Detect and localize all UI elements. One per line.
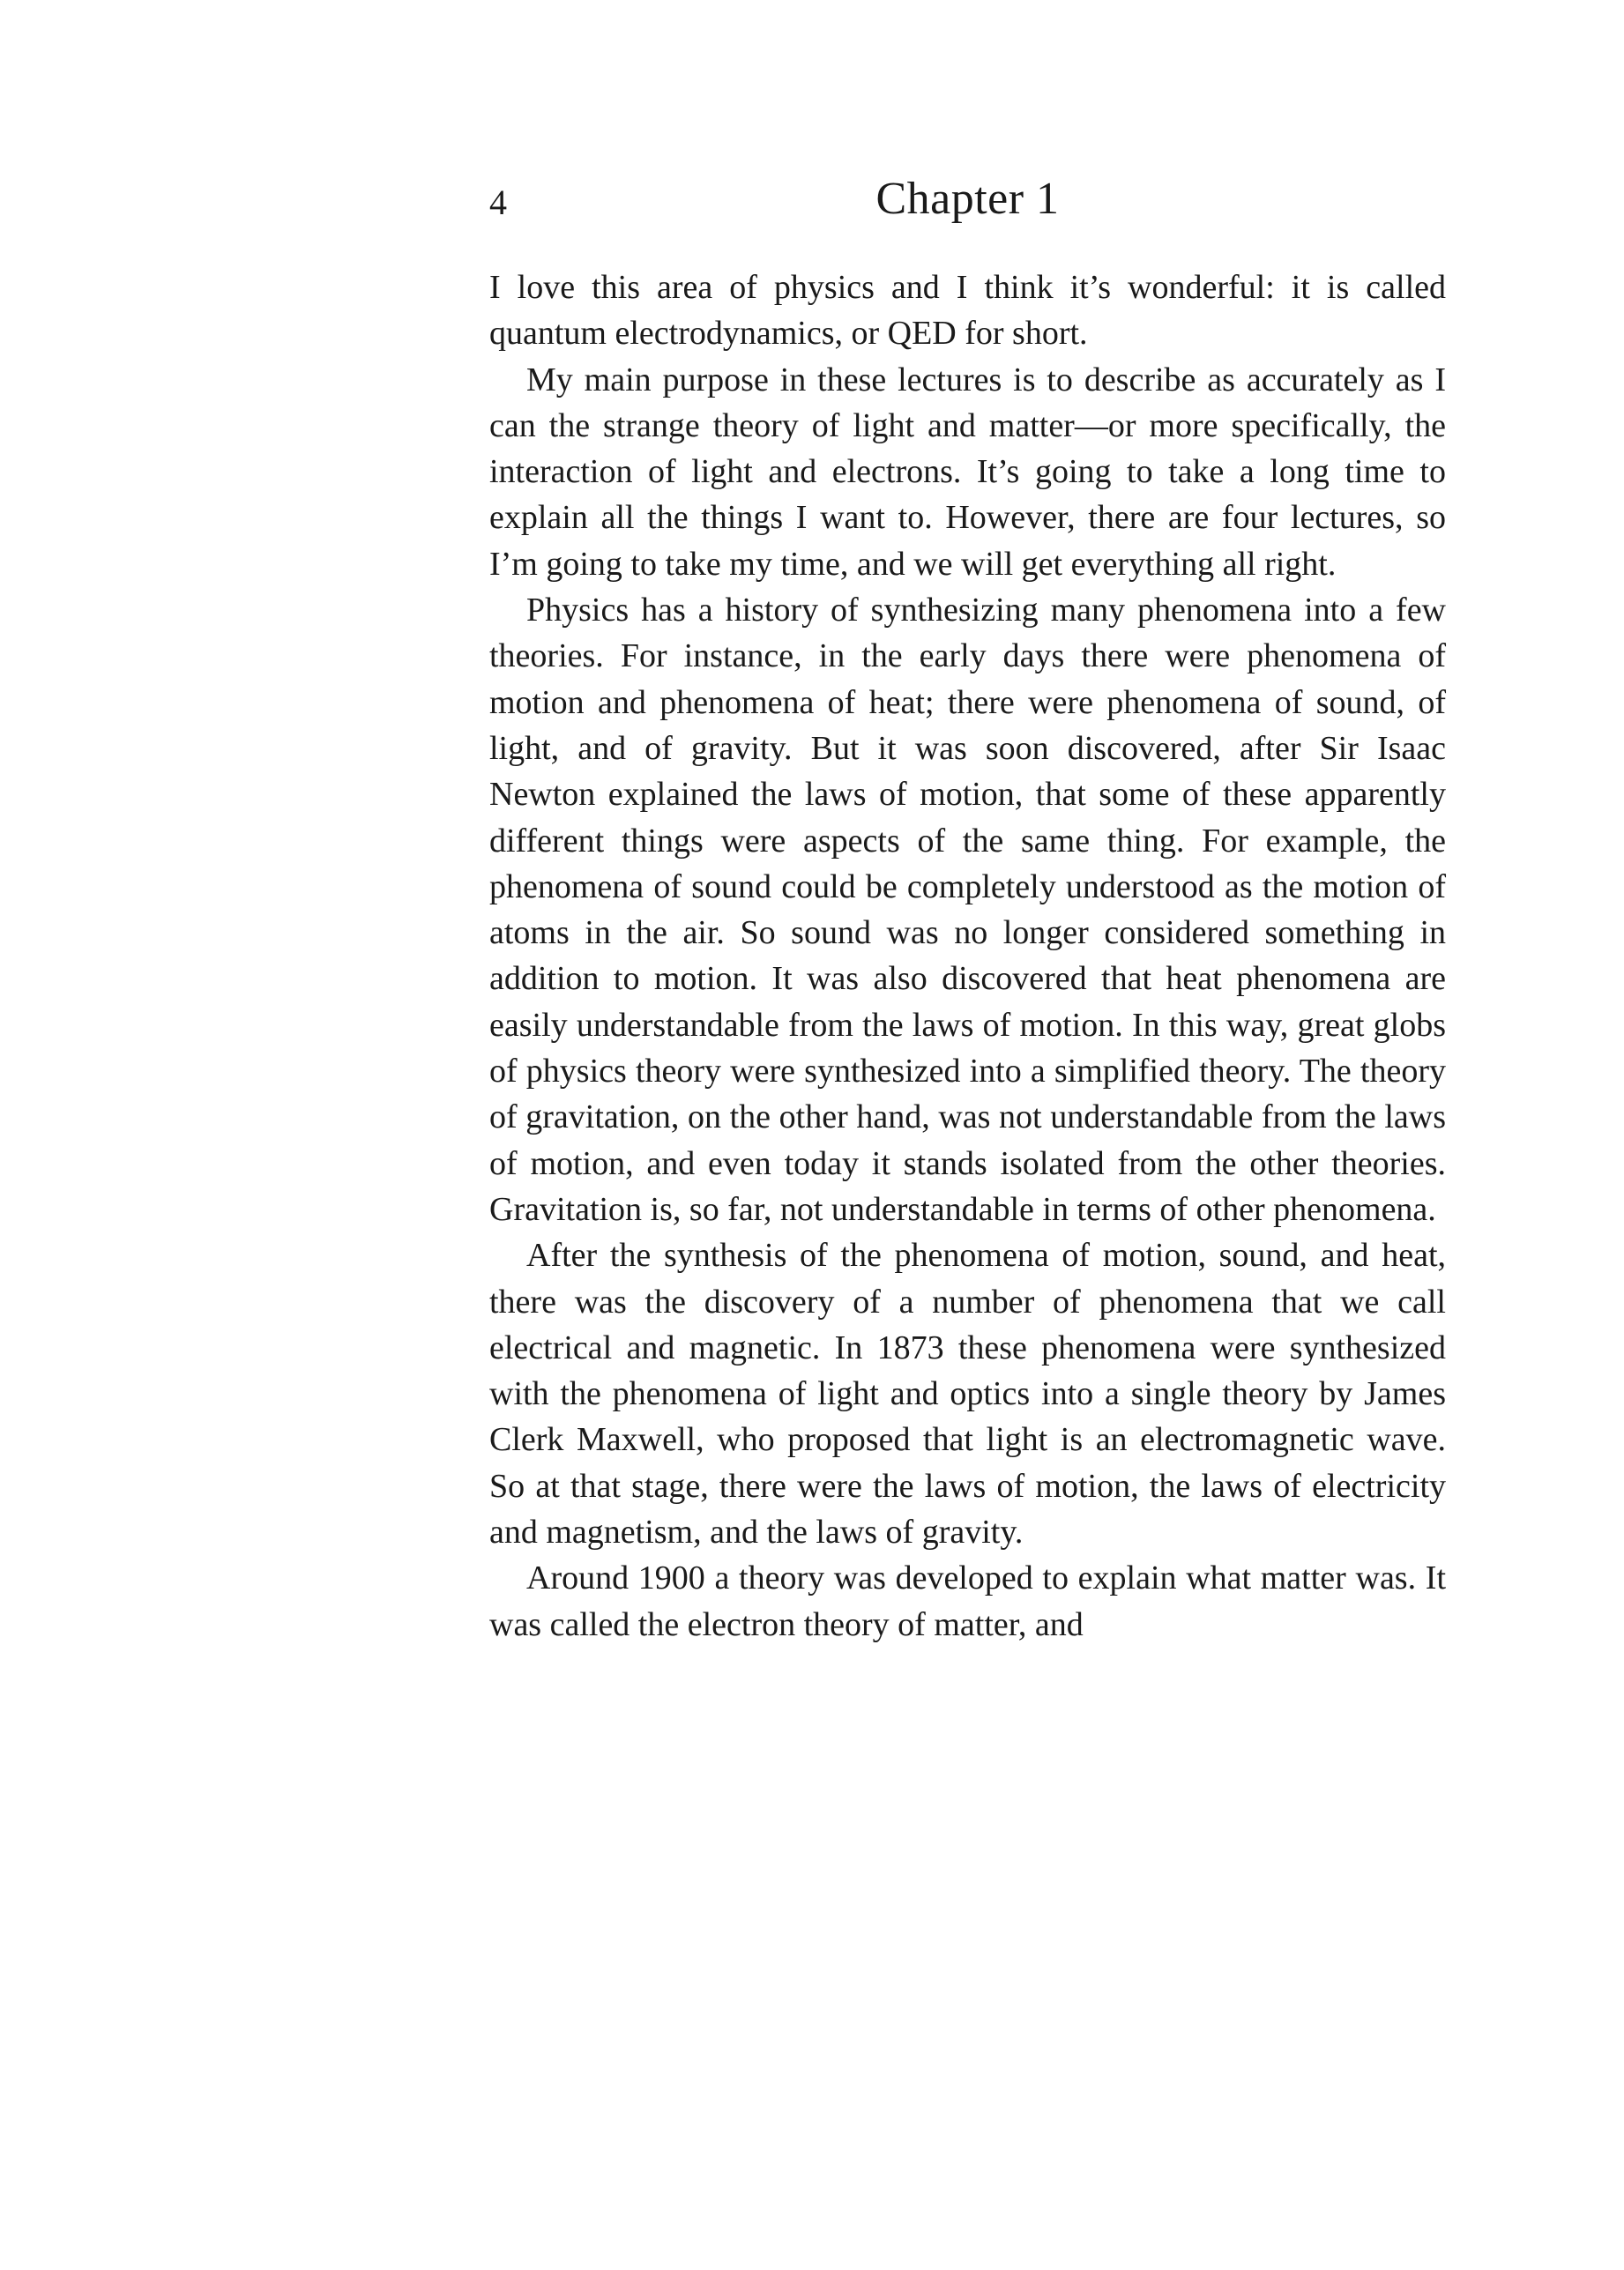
paragraph-1: I love this area of physics and I think it’s wonderful: it is called quantum electrodynamics, or QED for short. bbox=[489, 269, 1446, 353]
paragraph-3: Physics has a history of synthesizing many phenomena into a few theories. For instance, in the early days there were phenomena of motion and phenomena of heat; there were phenomena of sound, of light, and of gravity. But it was soon discovered, after Sir Isaac Newton explained the laws of motion, that some of these apparently different things were aspects of the same thing. For example, the phenomena of sound could be completely understood as the motion of atoms in the air. So sound was no longer considered something in addition to motion. It was also discovered that heat phenomena are easily understandable from the laws of motion. In this way, great globs of physics theory were synthesized into a simplified theory. The theory of gravitation, on the other hand, was not understandable from the laws of motion, and even today it stands isolated from the other theories. Gravitation is, so far, not understandable in terms of other phenomena. bbox=[489, 592, 1446, 1228]
paragraph-5: Around 1900 a theory was developed to explain what matter was. It was called the electron theory of matter, and bbox=[489, 1559, 1446, 1643]
paragraph-4: After the synthesis of the phenomena of motion, sound, and heat, there was the discovery of a number of phenomena that we call electrical and magnetic. In 1873 these phenomena were synthesized with the phenomena of light and optics into a single theory by James Clerk Maxwell, who proposed that light is an electromagnetic wave. So at that stage, there were the laws of motion, the laws of electricity and magnetism, and the laws of gravity. bbox=[489, 1237, 1446, 1552]
page-header bbox=[489, 176, 1446, 247]
chapter-title: Chapter 1 bbox=[875, 174, 1060, 224]
body-text bbox=[489, 264, 1446, 1648]
page-number: 4 bbox=[489, 182, 507, 222]
book-page bbox=[489, 176, 1446, 1648]
paragraph-2: My main purpose in these lectures is to describe as accurately as I can the strange theory of light and matter—or more specifically, the interaction of light and electrons. It’s going to take a long time to explain all the things I want to. However, there are four lectures, so I’m going to take my time, and we will get everything all right. bbox=[489, 361, 1446, 583]
